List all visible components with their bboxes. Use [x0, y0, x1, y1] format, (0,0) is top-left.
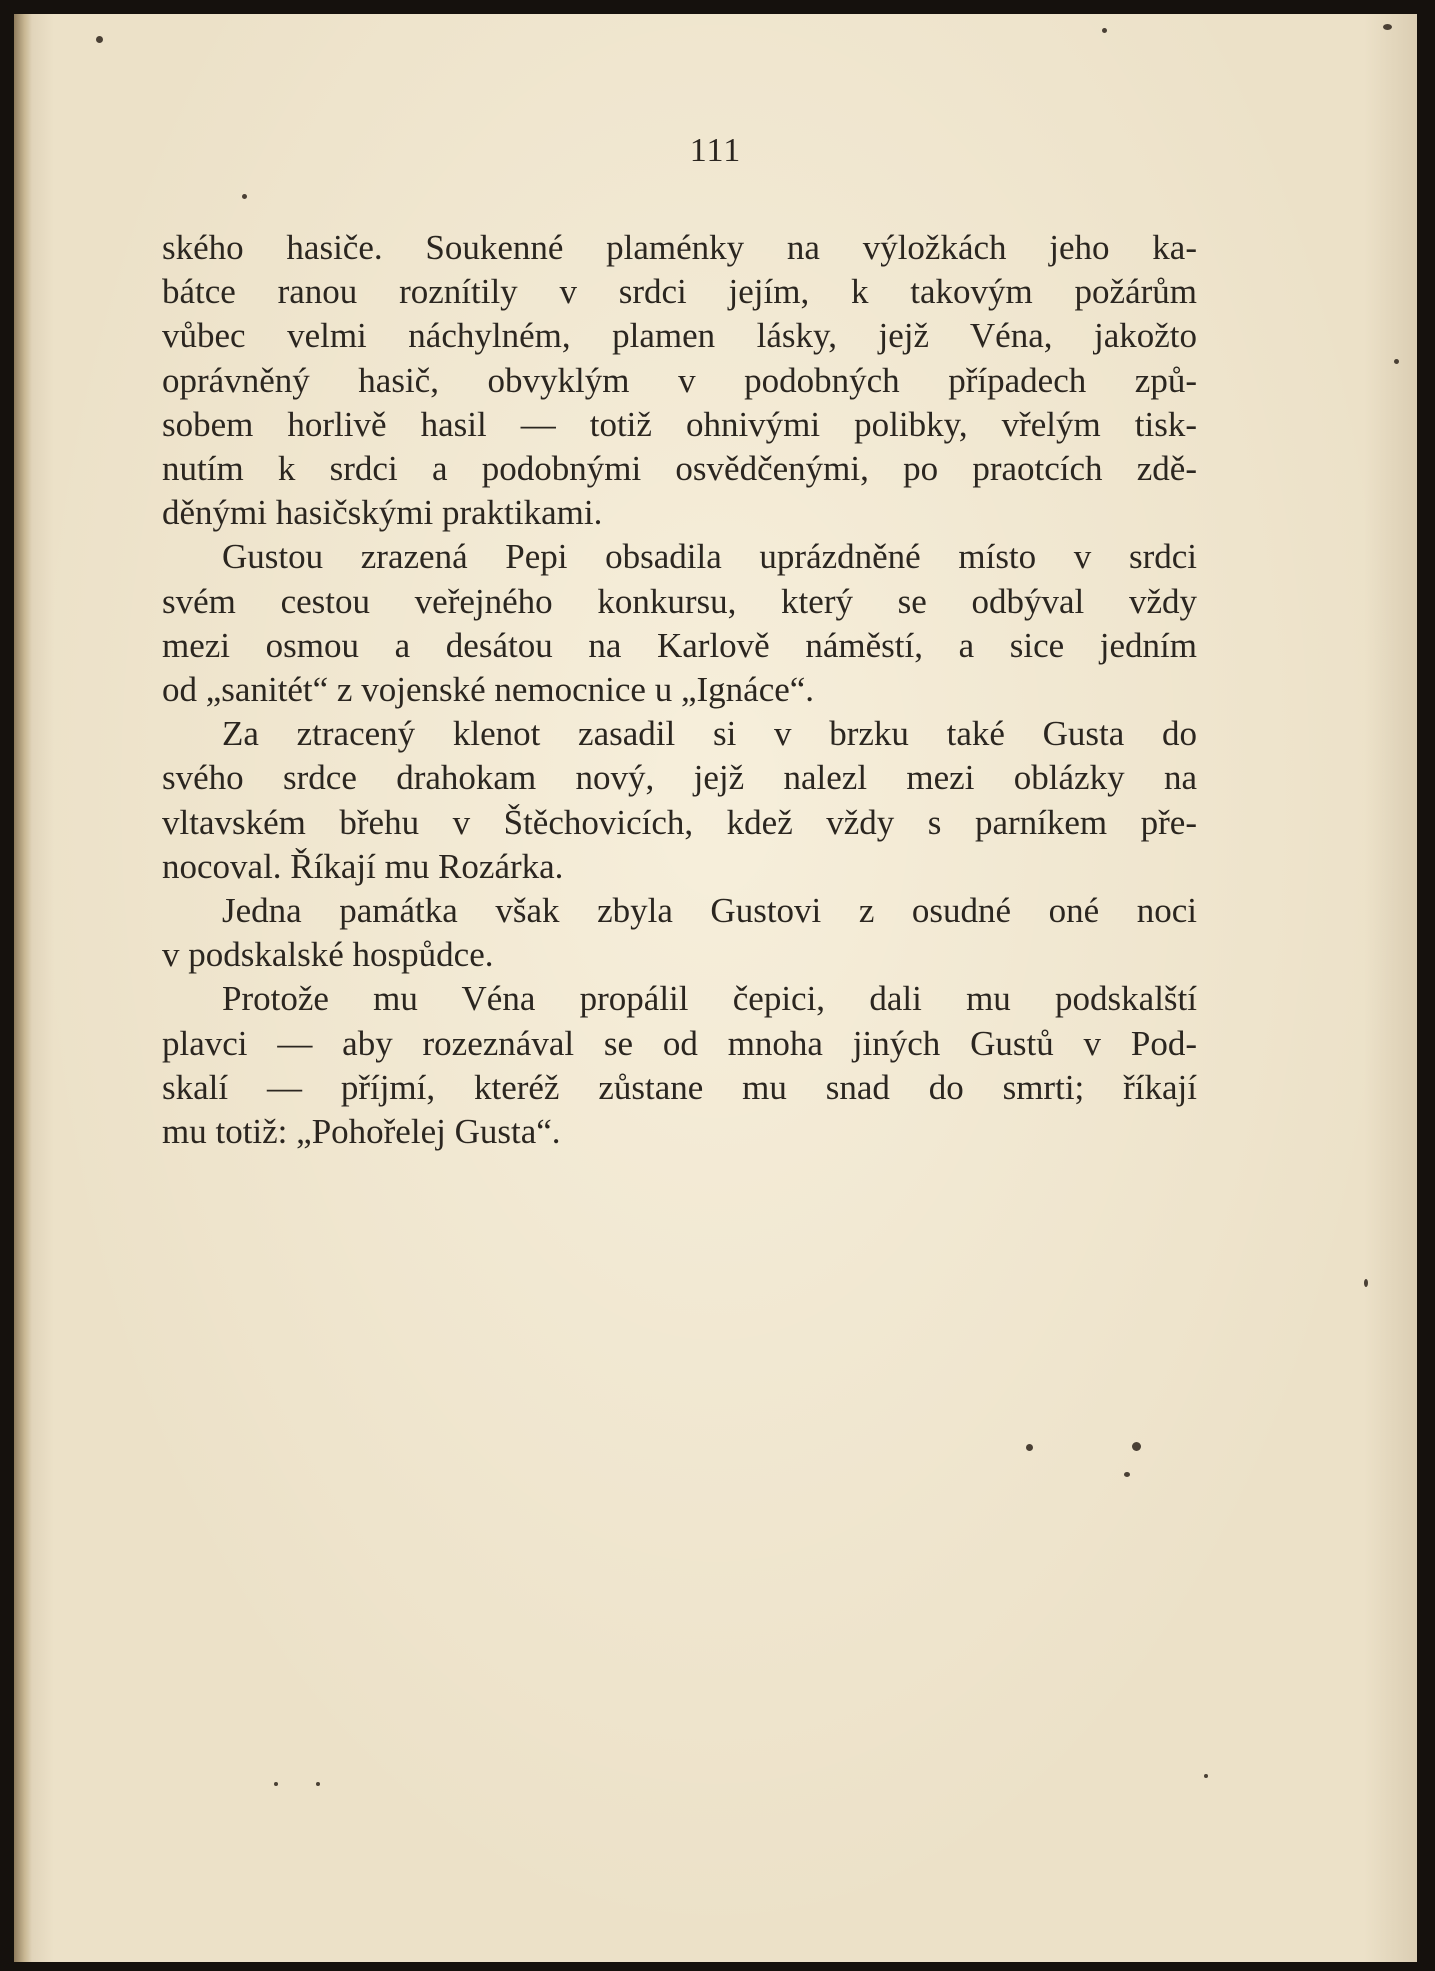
text-line: nocoval. Říkají mu Rozárka. [162, 846, 564, 886]
body-text [162, 226, 1197, 1154]
text-line: nutím k srdci a podobnými osvědčenými, po praotcích zdě- [162, 449, 1197, 489]
text-line: bátce ranou roznítily v srdci jejím, k takovým požárům [162, 272, 1197, 312]
text-line: Protože mu Véna propálil čepici, dali mu podskalští [222, 979, 1197, 1019]
ink-speck [316, 1782, 320, 1786]
ink-speck [1204, 1774, 1208, 1778]
text-line: sobem horlivě hasil — totiž ohnivými polibky, vřelým tisk- [162, 404, 1197, 444]
text-line: ského hasiče. Soukenné plaménky na výložkách jeho ka- [162, 228, 1197, 267]
book-page [14, 14, 1417, 1962]
ink-speck [1394, 359, 1399, 364]
ink-speck [1102, 28, 1107, 33]
ink-speck [1132, 1442, 1141, 1451]
text-line: Gustou zrazená Pepi obsadila uprázdněné místo v srdci [222, 537, 1197, 577]
ink-speck [1383, 24, 1392, 30]
text-line: Jedna památka však zbyla Gustovi z osudné oné noci [222, 891, 1197, 931]
ink-speck [274, 1782, 278, 1786]
ink-speck [1364, 1279, 1368, 1287]
text-line: plavci — aby rozeznával se od mnoha jiných Gustů v Pod- [162, 1023, 1197, 1063]
text-line: svého srdce drahokam nový, jejž nalezl mezi oblázky na [162, 758, 1197, 798]
text-line: mezi osmou a desátou na Karlově náměstí, a sice jedním [162, 625, 1197, 665]
ink-speck [1124, 1472, 1130, 1477]
text-line: svém cestou veřejného konkursu, který se odbýval vždy [162, 581, 1197, 621]
ink-speck [1026, 1444, 1033, 1451]
text-line: vůbec velmi náchylném, plamen lásky, jejž Véna, jakožto [162, 316, 1197, 356]
ink-speck [96, 36, 103, 43]
text-line: mu totiž: „Pohořelej Gusta“. [162, 1112, 561, 1152]
text-line: skalí — příjmí, kteréž zůstane mu snad do smrti; říkají [162, 1067, 1197, 1107]
text-line: oprávněný hasič, obvyklým v podobných případech způ- [162, 360, 1197, 400]
text-line: vltavském břehu v Štěchovicích, kdež vždy s parníkem pře- [162, 802, 1197, 842]
text-line: od „sanitét“ z vojenské nemocnice u „Ignáce“. [162, 670, 815, 710]
text-line: děnými hasičskými praktikami. [162, 493, 603, 533]
text-line: Za ztracený klenot zasadil si v brzku také Gusta do [222, 714, 1197, 754]
page-number: 111 [689, 132, 742, 169]
page-gutter-shadow [14, 14, 32, 1962]
ink-speck [242, 194, 247, 199]
text-line: v podskalské hospůdce. [162, 935, 494, 975]
